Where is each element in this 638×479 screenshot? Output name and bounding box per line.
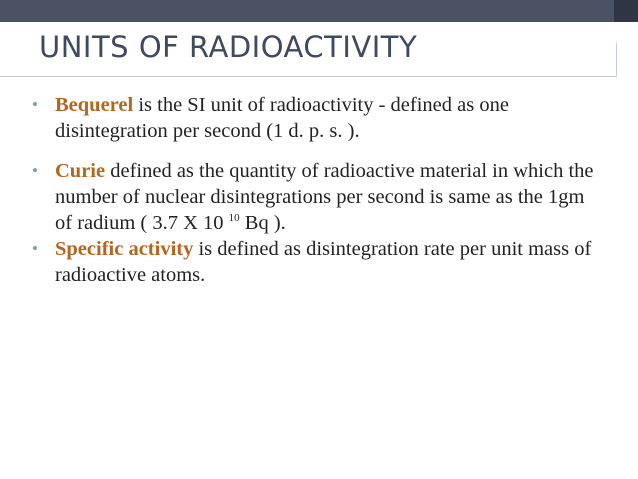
term-curie: Curie	[55, 160, 106, 182]
bullet-text: is defined as disintegration rate per unit mass of radioactive atoms.	[55, 238, 592, 286]
bullet-specific-activity	[30, 236, 605, 288]
title-underline	[0, 76, 616, 77]
exponent: 10	[228, 212, 240, 225]
slide-content	[30, 92, 605, 288]
bullet-text-end: Bq ).	[239, 212, 286, 234]
bullet-marker: •	[32, 161, 38, 180]
bullet-curie	[30, 158, 605, 236]
slide-title: UNITS OF RADIOACTIVITY	[39, 30, 418, 64]
bullet-bequerel	[30, 92, 605, 144]
top-bar	[0, 0, 638, 22]
title-rule-vertical	[616, 43, 617, 77]
bullet-marker: •	[32, 95, 38, 114]
term-bequerel: Bequerel	[55, 94, 134, 116]
bullet-marker: •	[32, 239, 38, 258]
term-specific-activity: Specific activity	[55, 238, 194, 260]
bullet-text: defined as the quantity of radioactive material in which the number of nuclear disintegrations per second is same as the 1gm of radium ( 3.7 X 10	[55, 160, 594, 234]
top-bar-accent	[614, 0, 638, 22]
title-area	[0, 22, 638, 78]
bullet-text: is the SI unit of radioactivity - defined as one disintegration per second (1 d. p. s. ).	[55, 94, 509, 142]
